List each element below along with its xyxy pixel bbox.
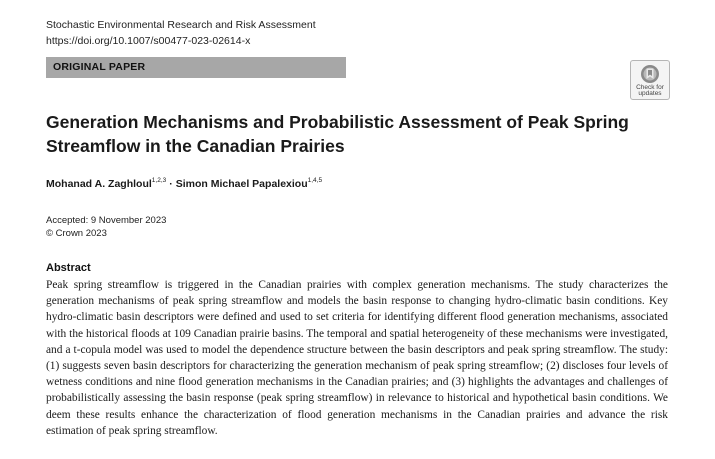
article-type-label: ORIGINAL PAPER <box>53 61 146 73</box>
check-for-updates-line2: updates <box>638 90 662 97</box>
copyright-notice: © Crown 2023 <box>46 228 107 239</box>
accepted-date: Accepted: 9 November 2023 <box>46 215 167 226</box>
paper-title: Generation Mechanisms and Probabilistic Assessment of Peak Spring Streamflow in the Canadian Prairies <box>46 112 629 156</box>
author-name[interactable]: Mohanad A. Zaghloul <box>46 178 152 190</box>
article-dates <box>46 214 166 240</box>
author-list <box>46 177 322 190</box>
doi-link[interactable]: https://doi.org/10.1007/s00477-023-02614-x <box>46 35 251 47</box>
abstract-text: Peak spring streamflow is triggered in the Canadian prairies with complex generation mechanisms. The study characterizes the generation mechanisms of peak spring streamflow and models the basin response to changing hydro-climatic basin conditions. Key hydro-climatic basin descriptors were defined and used to set criteria for identifying different flood generation mechanisms, associated with the historical floods at 109 Canadian prairie basins. The temporal and spatial heterogeneity of these mechanisms were investigated, and a t-copula model was used to model the dependence structure between the basin descriptors and peak spring streamflow. The study: (1) suggests seven basin descriptors for characterizing the generation mechanism of peak spring streamflow; (2) discloses four levels of wetness conditions and nine flood generation mechanisms in the Canadian prairies; and (3) highlights the advantages and challenges of probabilistically assessing the basin response (peak spring streamflow) in relevance to historical and hypothetical basin conditions. We deem these results enhance the characterization of flood generation mechanisms in the Canadian prairies and advance the risk estimation of peak spring streamflow. <box>46 279 668 437</box>
check-for-updates-line1: Check for <box>636 84 664 91</box>
author-name[interactable]: Simon Michael Papalexiou <box>175 178 308 190</box>
author-affiliation: 1,2,3 <box>151 177 167 184</box>
author-affiliation: 1,4,5 <box>307 177 323 184</box>
article-type-banner <box>46 57 346 78</box>
journal-name: Stochastic Environmental Research and Risk Assessment <box>46 19 316 31</box>
journal-header <box>46 17 316 49</box>
abstract-heading: Abstract <box>46 262 91 274</box>
author-separator: · <box>169 178 173 190</box>
check-for-updates-icon <box>640 64 660 84</box>
check-for-updates-badge[interactable] <box>630 60 670 100</box>
